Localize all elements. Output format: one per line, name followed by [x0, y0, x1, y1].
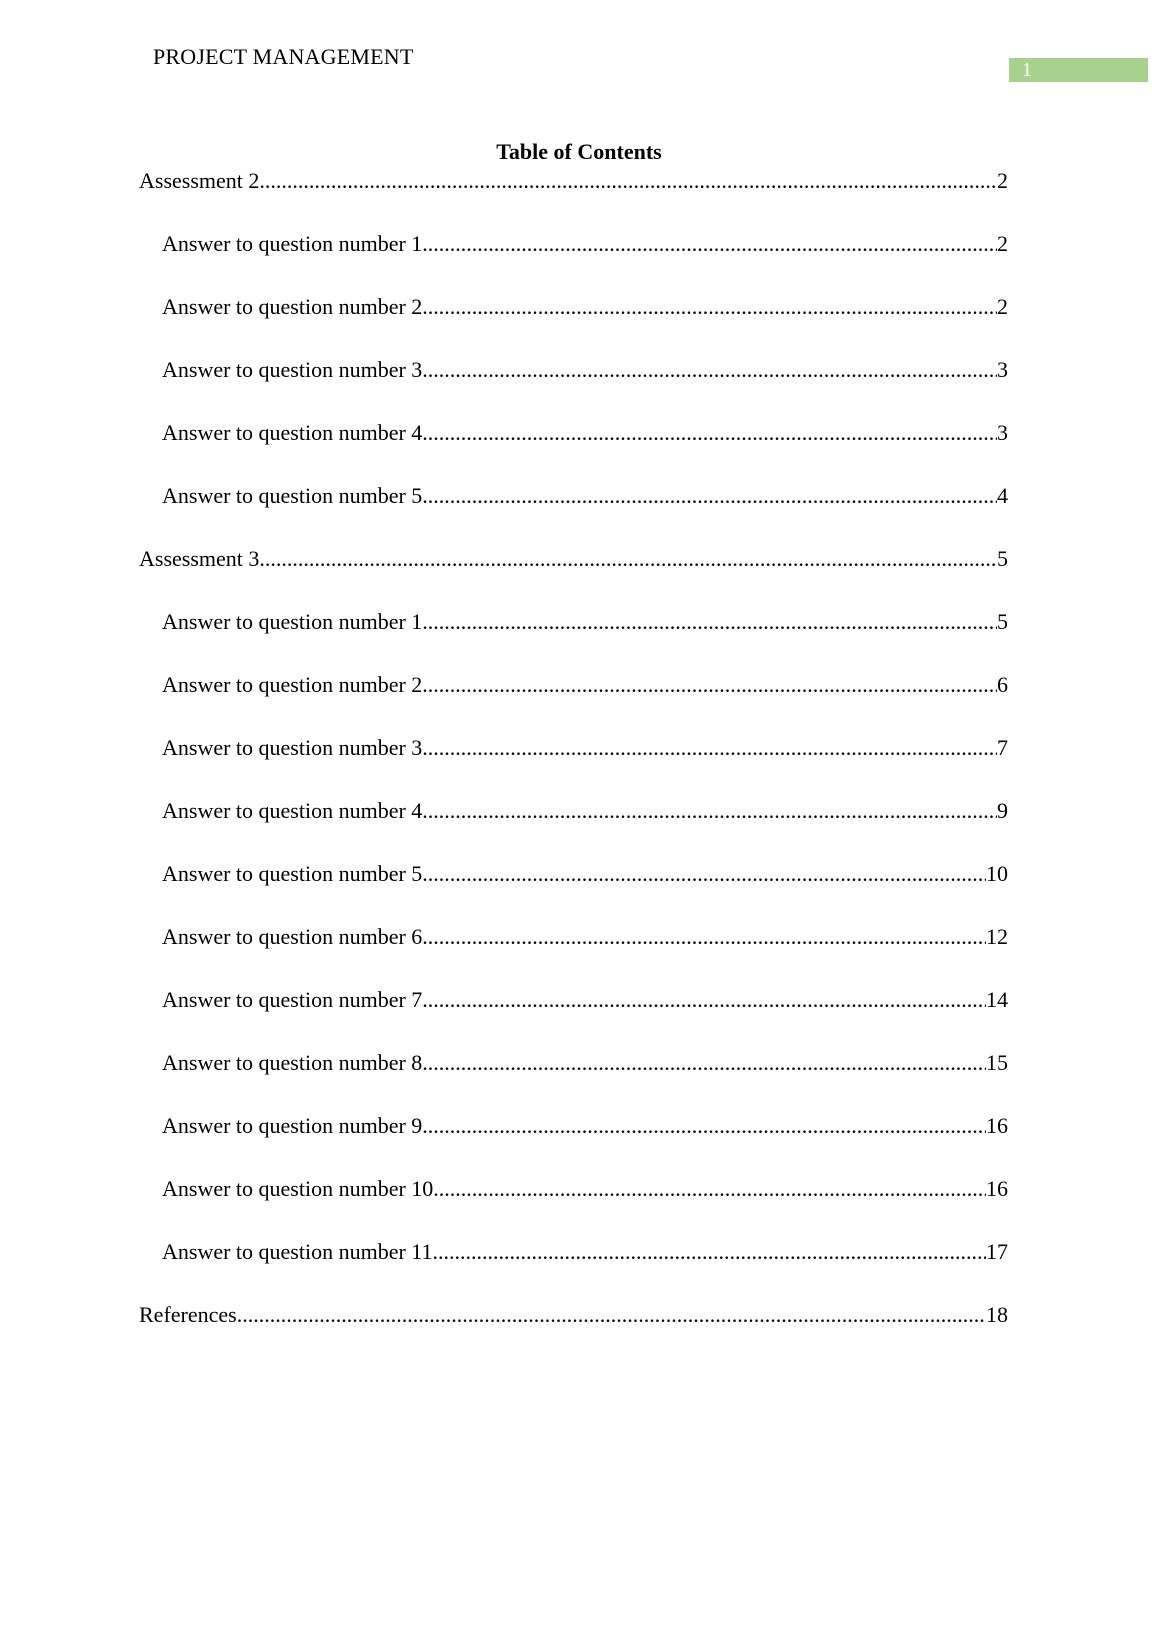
toc-dot-leader: [237, 1302, 986, 1328]
toc-entry-label: Answer to question number 11: [162, 1239, 433, 1264]
toc-entry-page: 2: [997, 168, 1008, 193]
toc-entry-label: Answer to question number 4: [162, 420, 423, 445]
toc-entry-a2-question-1[interactable]: [162, 231, 1008, 257]
toc-entry-a3-question-8[interactable]: [162, 1050, 1008, 1076]
toc-dot-leader: [422, 231, 997, 257]
toc-entry-a3-question-9[interactable]: [162, 1113, 1008, 1139]
toc-entry-a2-question-3[interactable]: [162, 357, 1008, 383]
toc-entry-a3-question-1[interactable]: [162, 609, 1008, 635]
toc-dot-leader: [422, 483, 997, 509]
toc-entry-assessment-2[interactable]: [139, 168, 1008, 194]
toc-entry-page: 10: [986, 861, 1008, 886]
toc-entry-page: 16: [986, 1113, 1008, 1138]
toc-dot-leader: [422, 798, 997, 824]
toc-entry-label: Answer to question number 8: [162, 1050, 423, 1075]
toc-entry-page: 4: [997, 483, 1008, 508]
toc-entry-label: Answer to question number 5: [162, 861, 423, 886]
toc-entry-page: 2: [997, 294, 1008, 319]
toc-entry-page: 6: [997, 672, 1008, 697]
toc-entry-label: Answer to question number 1: [162, 231, 423, 256]
toc-entry-a3-question-7[interactable]: [162, 987, 1008, 1013]
toc-dot-leader: [422, 924, 986, 950]
toc-entry-label: Answer to question number 10: [162, 1176, 434, 1201]
toc-dot-leader: [422, 420, 997, 446]
toc-dot-leader: [432, 1239, 986, 1265]
page-number: 1: [1022, 59, 1032, 81]
toc-entry-page: 17: [986, 1239, 1008, 1264]
toc-entry-label: Answer to question number 3: [162, 735, 423, 760]
toc-entry-page: 5: [997, 609, 1008, 634]
toc-entry-page: 16: [986, 1176, 1008, 1201]
toc-entry-a3-question-3[interactable]: [162, 735, 1008, 761]
toc-entry-label: Answer to question number 7: [162, 987, 423, 1012]
toc-dot-leader: [422, 357, 997, 383]
toc-entry-page: 3: [997, 420, 1008, 445]
toc-entry-page: 7: [997, 735, 1008, 760]
toc-dot-leader: [422, 1050, 986, 1076]
running-header-title: PROJECT MANAGEMENT: [153, 44, 414, 69]
toc-entry-label: Assessment 2: [139, 168, 260, 193]
toc-entry-assessment-3[interactable]: [139, 546, 1008, 572]
toc-entry-label: Answer to question number 4: [162, 798, 423, 823]
toc-entry-label: Answer to question number 9: [162, 1113, 423, 1138]
toc-heading: Table of Contents: [496, 139, 662, 164]
toc-dot-leader: [259, 168, 997, 194]
toc-dot-leader: [422, 609, 997, 635]
toc-dot-leader: [422, 861, 986, 887]
toc-entry-page: 5: [997, 546, 1008, 571]
toc-entry-label: Answer to question number 6: [162, 924, 423, 949]
toc-entry-page: 9: [997, 798, 1008, 823]
toc-entry-page: 14: [986, 987, 1008, 1012]
toc-entry-page: 3: [997, 357, 1008, 382]
toc-entry-label: References: [139, 1302, 237, 1327]
toc-dot-leader: [259, 546, 997, 572]
toc-entry-label: Answer to question number 3: [162, 357, 423, 382]
toc-entry-label: Answer to question number 5: [162, 483, 423, 508]
toc-entry-a3-question-5[interactable]: [162, 861, 1008, 887]
toc-entry-a3-question-2[interactable]: [162, 672, 1008, 698]
toc-entry-page: 15: [986, 1050, 1008, 1075]
toc-dot-leader: [422, 294, 997, 320]
toc-entry-page: 18: [986, 1302, 1008, 1327]
toc-entry-a3-question-10[interactable]: [162, 1176, 1008, 1202]
toc-entry-page: 2: [997, 231, 1008, 256]
toc-dot-leader: [422, 1113, 986, 1139]
toc-entry-a2-question-5[interactable]: [162, 483, 1008, 509]
toc-entry-label: Answer to question number 2: [162, 294, 423, 319]
toc-dot-leader: [422, 987, 986, 1013]
toc-entry-label: Answer to question number 1: [162, 609, 423, 634]
toc-dot-leader: [433, 1176, 986, 1202]
toc-entry-page: 12: [986, 924, 1008, 949]
toc-entry-references[interactable]: [139, 1302, 1008, 1328]
toc-entry-a2-question-4[interactable]: [162, 420, 1008, 446]
toc-entry-a2-question-2[interactable]: [162, 294, 1008, 320]
toc-entry-label: Answer to question number 2: [162, 672, 423, 697]
toc-entry-label: Assessment 3: [139, 546, 260, 571]
toc-dot-leader: [422, 672, 997, 698]
toc-entry-a3-question-4[interactable]: [162, 798, 1008, 824]
toc-dot-leader: [422, 735, 997, 761]
toc-entry-a3-question-6[interactable]: [162, 924, 1008, 950]
toc-entry-a3-question-11[interactable]: [162, 1239, 1008, 1265]
